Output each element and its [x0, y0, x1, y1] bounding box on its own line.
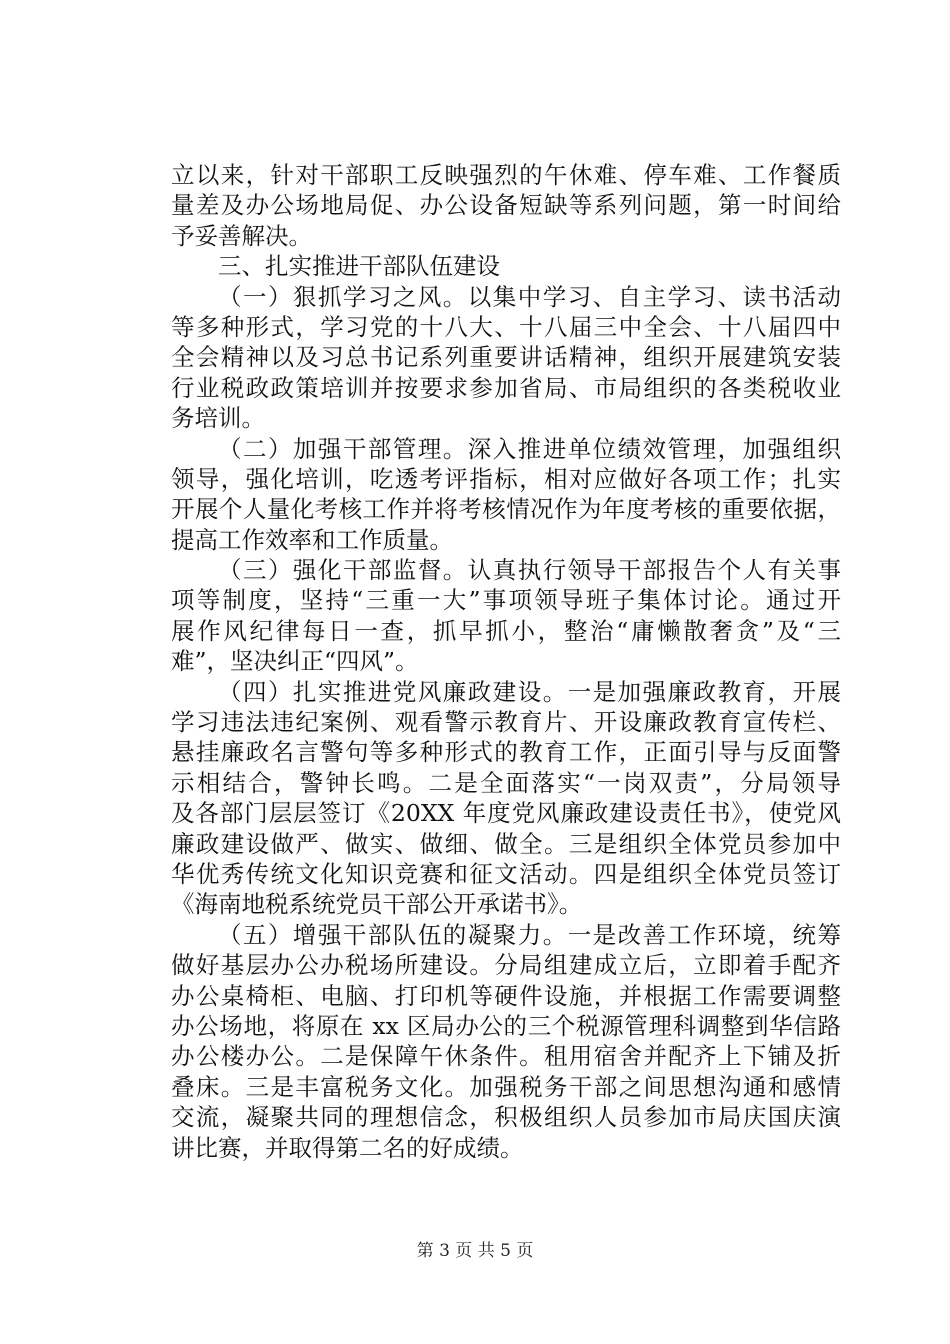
text-line: 全会精神以及习总书记系列重要讲话精神，组织开展建筑安装: [171, 343, 841, 372]
text-line: 开展个人量化考核工作并将考核情况作为年度考核的重要依据，: [171, 495, 841, 524]
text-line: （二）加强干部管理。深入推进单位绩效管理，加强组织: [218, 434, 841, 463]
text-line: 办公场地，将原在 xx 区局办公的三个税源管理科调整到华信路: [171, 1011, 841, 1040]
text-line: 讲比赛，并取得第二名的好成绩。: [171, 1133, 524, 1162]
text-line: 叠床。三是丰富税务文化。加强税务干部之间思想沟通和感情: [171, 1072, 841, 1101]
text-line: 项等制度，坚持“三重一大”事项领导班子集体讨论。通过开: [171, 586, 841, 615]
text-line: （四）扎实推进党风廉政建设。一是加强廉政教育，开展: [218, 677, 841, 706]
text-line: 难”，坚决纠正“四风”。: [171, 647, 419, 676]
text-line: （一）狠抓学习之风。以集中学习、自主学习、读书活动: [218, 282, 841, 311]
text-line: 领导，强化培训，吃透考评指标，相对应做好各项工作；扎实: [171, 464, 841, 493]
page-footer: 第 3 页 共 5 页: [416, 1241, 534, 1261]
text-line: 三、扎实推进干部队伍建设: [218, 252, 500, 281]
text-line: （五）增强干部队伍的凝聚力。一是改善工作环境，统筹: [218, 920, 841, 949]
text-line: 行业税政政策培训并按要求参加省局、市局组织的各类税收业: [171, 373, 841, 402]
text-line: 示相结合，警钟长鸣。二是全面落实“一岗双责”，分局领导: [171, 768, 841, 797]
text-line: 量差及办公场地局促、办公设备短缺等系列问题，第一时间给: [171, 191, 841, 220]
text-line: 交流，凝聚共同的理想信念，积极组织人员参加市局庆国庆演: [171, 1103, 841, 1132]
text-line: 立以来，针对干部职工反映强烈的午休难、停车难、工作餐质: [171, 161, 841, 189]
text-line: 《海南地税系统党员干部公开承诺书》。: [171, 890, 583, 919]
text-line: 学习违法违纪案例、观看警示教育片、开设廉政教育宣传栏、: [171, 708, 841, 737]
text-line: 展作风纪律每日一查，抓早抓小，整治“庸懒散奢贪”及“三: [171, 616, 841, 645]
text-line: 办公桌椅柜、电脑、打印机等硬件设施，并根据工作需要调整: [171, 981, 841, 1010]
text-line: 廉政建设做严、做实、做细、做全。三是组织全体党员参加中: [171, 829, 841, 858]
text-line: 务培训。: [171, 404, 265, 433]
text-line: 及各部门层层签订《20XX 年度党风廉政建设责任书》，使党风: [171, 799, 841, 828]
text-line: 等多种形式，学习党的十八大、十八届三中全会、十八届四中: [171, 312, 841, 341]
text-line: （三）强化干部监督。认真执行领导干部报告个人有关事: [218, 556, 841, 585]
text-line: 提高工作效率和工作质量。: [171, 525, 453, 554]
text-line: 办公楼办公。二是保障午休条件。租用宿舍并配齐上下铺及折: [171, 1042, 841, 1071]
text-line: 做好基层办公办税场所建设。分局组建成立后，立即着手配齐: [171, 951, 841, 980]
text-line: 华优秀传统文化知识竞赛和征文活动。四是组织全体党员签订: [171, 859, 841, 888]
body-text: [171, 160, 841, 1163]
text-line: 悬挂廉政名言警句等多种形式的教育工作，正面引导与反面警: [171, 738, 841, 767]
text-line: 予妥善解决。: [171, 221, 312, 250]
